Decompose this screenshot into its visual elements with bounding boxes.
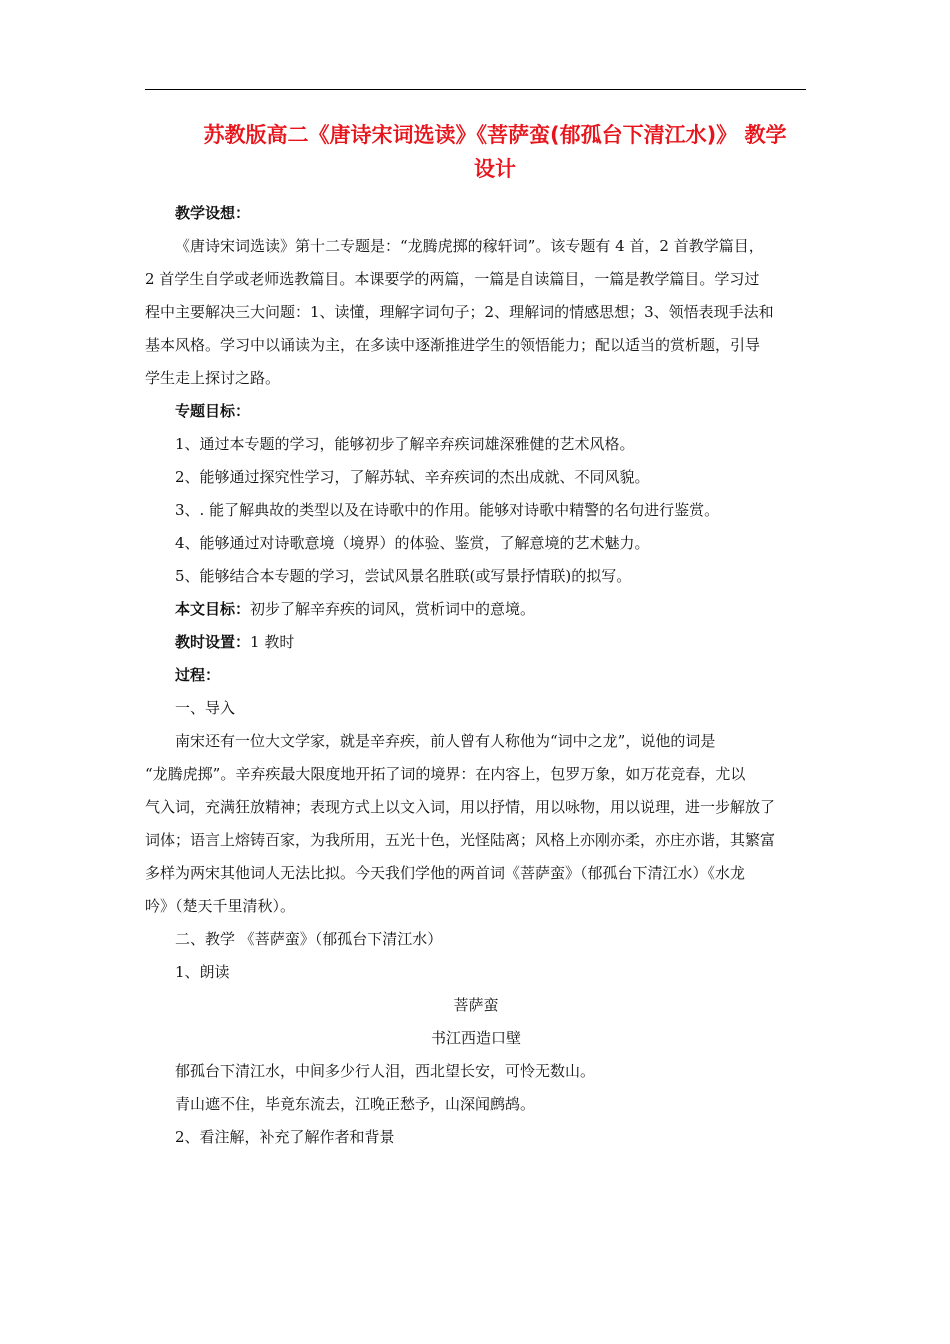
teaching-heading: 二、教学 《菩萨蛮》（郁孤台下清江水） [175, 930, 443, 948]
poem-line: 郁孤台下清江水，中间多少行人泪，西北望长安，可怜无数山。 [175, 1062, 596, 1080]
poem-title: 菩萨蛮 [453, 996, 499, 1014]
header-rule [145, 89, 806, 90]
teaching-idea-paragraph-line: 基本风格。学习中以诵读为主，在多读中逐渐推进学生的领悟能力；配以适当的赏析题，引导 [145, 336, 761, 354]
document-title [150, 118, 840, 186]
intro-heading: 一、导入 [175, 699, 236, 717]
class-hours-label: 教时设置： [175, 633, 251, 651]
teaching-idea-paragraph-line: 《唐诗宋词选读》第十二专题是：“龙腾虎掷的稼轩词”。该专题有 4 首，2 首教学篇目， [175, 237, 764, 255]
intro-paragraph-line: 词体；语言上熔铸百家，为我所用，五光十色，光怪陆离；风格上亦刚亦柔，亦庄亦谐，其繁富 [145, 831, 776, 849]
text-goal-label: 本文目标： [175, 600, 251, 618]
teaching-idea-paragraph-line: 程中主要解决三大问题：1、读懂，理解字词句子；2、理解词的情感思想；3、领悟表现手法和 [145, 303, 774, 321]
intro-paragraph-line: 气入词，充满狂放精神；表现方式上以文入词，用以抒情，用以咏物，用以说理，进一步解放了 [145, 798, 776, 816]
step-read-notes: 2、看注解，补充了解作者和背景 [175, 1128, 395, 1146]
teaching-idea-heading: 教学设想： [175, 204, 251, 222]
topic-goal-item: 3、. 能了解典故的类型以及在诗歌中的作用。能够对诗歌中精警的名句进行鉴赏。 [175, 501, 720, 519]
class-hours-value: 1 教时 [250, 633, 295, 651]
teaching-idea-paragraph-line: 学生走上探讨之路。 [145, 369, 281, 387]
poem-line: 青山遮不住，毕竟东流去，江晚正愁予，山深闻鹧鸪。 [175, 1095, 536, 1113]
step-read-aloud: 1、朗读 [175, 963, 230, 981]
topic-goal-item: 5、能够结合本专题的学习，尝试风景名胜联(或写景抒情联)的拟写。 [175, 567, 632, 585]
title-line-2: 设计 [474, 157, 516, 181]
topic-goal-item: 1、通过本专题的学习，能够初步了解辛弃疾词雄深雅健的艺术风格。 [175, 435, 635, 453]
teaching-idea-paragraph-line: 2 首学生自学或老师选教篇目。本课要学的两篇，一篇是自读篇目，一篇是教学篇目。学习过 [145, 270, 760, 288]
topic-goals-heading: 专题目标： [175, 402, 251, 420]
topic-goal-item: 4、能够通过对诗歌意境（境界）的体验、鉴赏，了解意境的艺术魅力。 [175, 534, 650, 552]
class-hours-row [145, 626, 807, 659]
document-body [145, 197, 807, 1154]
title-line-1: 苏教版高二《唐诗宋词选读》《菩萨蛮(郁孤台下清江水)》 教学 [203, 123, 787, 147]
intro-paragraph-line: “龙腾虎掷”。辛弃疾最大限度地开拓了词的境界：在内容上，包罗万象，如万花竞春，尤以 [145, 765, 746, 783]
intro-paragraph-line: 南宋还有一位大文学家，就是辛弃疾，前人曾有人称他为“词中之龙”，说他的词是 [175, 732, 716, 750]
process-heading: 过程： [175, 666, 221, 684]
poem-subtitle: 书江西造口壁 [430, 1029, 521, 1047]
text-goal-value: 初步了解辛弃疾的词风，赏析词中的意境。 [250, 600, 536, 618]
topic-goal-item: 2、能够通过探究性学习，了解苏轼、辛弃疾词的杰出成就、不同风貌。 [175, 468, 650, 486]
text-goal-row [145, 593, 807, 626]
intro-paragraph-line: 吟》（楚天千里清秋）。 [145, 897, 296, 915]
intro-paragraph-line: 多样为两宋其他词人无法比拟。今天我们学他的两首词《菩萨蛮》（郁孤台下清江水）《水龙 [145, 864, 746, 882]
